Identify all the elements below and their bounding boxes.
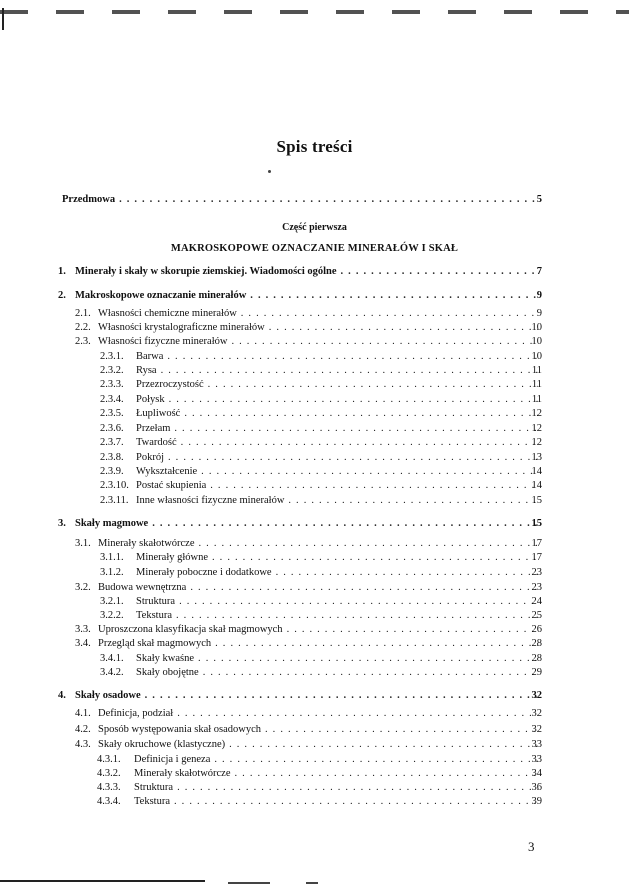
dot-leader — [341, 266, 538, 278]
dot-leader — [214, 754, 538, 766]
part-title: MAKROSKOPOWE OZNACZANIE MINERAŁÓW I SKAŁ — [170, 243, 459, 254]
toc-entry-label: Definicja i geneza — [134, 754, 211, 765]
toc-entry — [100, 437, 542, 449]
toc-entry-page: 36 — [531, 782, 542, 793]
dot-leader — [176, 610, 538, 622]
toc-entry-page: 5 — [536, 194, 542, 205]
toc-entry-label: Skały obojętne — [136, 667, 199, 678]
toc-entry-page: 10 — [531, 351, 542, 362]
toc-entry-number: 4.3. — [75, 739, 91, 750]
dot-leader — [208, 379, 538, 391]
toc-entry-page: 33 — [531, 739, 542, 750]
toc-entry-label: Postać skupienia — [136, 480, 207, 491]
toc-entry-page: 39 — [531, 796, 542, 807]
toc-entry — [100, 667, 542, 679]
toc-entry-page: 17 — [531, 552, 542, 563]
toc-entry-label: Tekstura — [136, 610, 173, 621]
dot-leader — [169, 394, 538, 406]
toc-entry — [100, 596, 542, 608]
toc-entry-label: Skały magmowe — [75, 518, 149, 529]
toc-entry-number: 2.3.2. — [100, 365, 124, 376]
toc-entry — [100, 480, 542, 492]
toc-entry-number: 4.3.4. — [97, 796, 121, 807]
toc-entry — [75, 624, 542, 636]
toc-entry-label: Struktura — [134, 782, 174, 793]
toc-entry — [100, 653, 542, 665]
dot-leader — [161, 365, 538, 377]
toc-entry-label: Twardość — [136, 437, 177, 448]
toc-entry-number: 2.3. — [75, 336, 91, 347]
toc-entry-page: 29 — [531, 667, 542, 678]
toc-entry-number: 3.2. — [75, 582, 91, 593]
toc-entry-page: 24 — [531, 596, 542, 607]
toc-entry-page: 10 — [531, 322, 542, 333]
toc-entry-label: Struktura — [136, 596, 176, 607]
toc-entry — [100, 567, 542, 579]
toc-entry — [100, 423, 542, 435]
dot-leader — [184, 408, 538, 420]
toc-entry — [100, 379, 542, 391]
toc-entry-label: Minerały poboczne i dodatkowe — [136, 567, 272, 578]
toc-entry — [75, 708, 542, 720]
toc-entry-number: 2.3.6. — [100, 423, 124, 434]
toc-entry-page: 12 — [531, 408, 542, 419]
toc-entry — [75, 739, 542, 751]
dot-leader — [215, 638, 538, 650]
toc-entry-page: 32 — [531, 708, 542, 719]
toc-entry-page: 32 — [531, 724, 542, 735]
toc-entry-label: Przezroczystość — [136, 379, 204, 390]
toc-entry-number: 4.3.1. — [97, 754, 121, 765]
toc-entry-label: Budowa wewnętrzna — [98, 582, 187, 593]
toc-entry — [97, 768, 542, 780]
toc-entry-number: 4.3.3. — [97, 782, 121, 793]
dot-leader — [276, 567, 538, 579]
toc-entry-page: 9 — [536, 290, 542, 301]
toc-entry — [58, 518, 542, 530]
toc-entry-page: 34 — [531, 768, 542, 779]
toc-entry-page: 9 — [536, 308, 542, 319]
toc-entry-page: 11 — [531, 394, 542, 405]
toc-entry-page: 12 — [531, 437, 542, 448]
toc-entry-page: 17 — [531, 538, 542, 549]
dot-leader — [231, 336, 538, 348]
dot-leader — [119, 194, 538, 206]
toc-entry-page: 10 — [531, 336, 542, 347]
dot-leader — [201, 466, 538, 478]
toc-entry-number: 1. — [58, 266, 66, 277]
dot-leader — [198, 653, 538, 665]
toc-entry-page: 11 — [531, 365, 542, 376]
toc-entry-page: 14 — [531, 480, 542, 491]
dot-leader — [174, 796, 538, 808]
dot-leader — [168, 452, 538, 464]
dot-leader — [210, 480, 538, 492]
toc-entry-number: 2.3.10. — [100, 480, 129, 491]
toc-entry-label: Własności chemiczne minerałów — [98, 308, 237, 319]
toc-entry-label: Własności krystalograficzne minerałów — [98, 322, 265, 333]
toc-entry-number: 3.3. — [75, 624, 91, 635]
toc-entry-page: 26 — [531, 624, 542, 635]
toc-entry-number: 3.1.1. — [100, 552, 124, 563]
dot-leader — [241, 308, 538, 320]
toc-entry-label: Rysa — [136, 365, 157, 376]
toc-entry-number: 2.3.7. — [100, 437, 124, 448]
toc-entry-label: Skały kwaśne — [136, 653, 195, 664]
toc-entry-label: Skały osadowe — [75, 690, 141, 701]
toc-entry-number: 2.1. — [75, 308, 91, 319]
toc-entry-number: 3.1.2. — [100, 567, 124, 578]
toc-entry-number: 3.2.2. — [100, 610, 124, 621]
scan-border-bottom — [0, 880, 205, 882]
toc-entry-page: 12 — [531, 423, 542, 434]
dot-leader — [287, 624, 538, 636]
scan-border-top — [0, 10, 629, 14]
toc-entry-label: Przedmowa — [62, 194, 116, 205]
toc-entry — [97, 782, 542, 794]
toc-entry-number: 4. — [58, 690, 66, 701]
scan-dash — [228, 882, 270, 884]
toc-entry-number: 3.4.2. — [100, 667, 124, 678]
toc-entry — [100, 495, 542, 507]
dot-leader — [174, 423, 538, 435]
toc-entry-number: 2.3.1. — [100, 351, 124, 362]
toc-entry-number: 2.3.8. — [100, 452, 124, 463]
toc-entry-page: 11 — [531, 379, 542, 390]
toc-entry-number: 4.2. — [75, 724, 91, 735]
scan-speck — [268, 170, 271, 173]
toc-entry — [75, 308, 542, 320]
toc-entry-page: 23 — [531, 567, 542, 578]
toc-entry — [75, 336, 542, 348]
toc-entry-page: 28 — [531, 653, 542, 664]
toc-entry — [100, 408, 542, 420]
dot-leader — [177, 782, 538, 794]
toc-entry-label: Inne własności fizyczne minerałów — [136, 495, 285, 506]
dot-leader — [203, 667, 538, 679]
toc-entry-label: Własności fizyczne minerałów — [98, 336, 228, 347]
toc-entry-page: 28 — [531, 638, 542, 649]
dot-leader — [179, 596, 538, 608]
toc-entry-label: Połysk — [136, 394, 165, 405]
dot-leader — [145, 690, 538, 702]
dot-leader — [288, 495, 538, 507]
toc-entry — [75, 582, 542, 594]
toc-entry-label: Skały okruchowe (klastyczne) — [98, 739, 226, 750]
scan-dash — [306, 882, 318, 884]
toc-entry — [100, 351, 542, 363]
toc-entry — [100, 394, 542, 406]
toc-entry-label: Minerały skałotwórcze — [134, 768, 231, 779]
dot-leader — [199, 538, 538, 550]
toc-entry — [58, 690, 542, 702]
toc-entry-label: Wykształcenie — [136, 466, 198, 477]
toc-entry — [58, 290, 542, 302]
dot-leader — [190, 582, 538, 594]
toc-entry-number: 3. — [58, 518, 66, 529]
toc-entry-number: 4.1. — [75, 708, 91, 719]
dot-leader — [181, 437, 538, 449]
toc-entry-page: 13 — [531, 452, 542, 463]
toc-entry-label: Uproszczona klasyfikacja skał magmowych — [98, 624, 283, 635]
part-subtitle: Część pierwsza — [282, 222, 347, 233]
dot-leader — [212, 552, 538, 564]
toc-entry-label: Przegląd skał magmowych — [98, 638, 212, 649]
toc-entry — [100, 552, 542, 564]
dot-leader — [265, 724, 538, 736]
toc-entry — [75, 638, 542, 650]
toc-entry — [75, 724, 542, 736]
scan-mark-left — [2, 8, 4, 30]
toc-entry-page: 14 — [531, 466, 542, 477]
toc-entry-page: 15 — [531, 518, 542, 529]
toc-entry-label: Sposób występowania skał osadowych — [98, 724, 262, 735]
toc-entry-number: 2.3.4. — [100, 394, 124, 405]
toc-entry-page: 32 — [531, 690, 542, 701]
toc-entry-number: 2.3.9. — [100, 466, 124, 477]
toc-entry — [100, 452, 542, 464]
toc-entry-label: Minerały i skały w skorupie ziemskiej. Wiadomości ogólne — [75, 266, 337, 277]
toc-entry — [100, 610, 542, 622]
toc-entry-number: 2. — [58, 290, 66, 301]
dot-leader — [152, 518, 538, 530]
toc-entry — [100, 365, 542, 377]
toc-entry — [97, 754, 542, 766]
toc-entry-number: 3.1. — [75, 538, 91, 549]
toc-entry-page: 23 — [531, 582, 542, 593]
toc-entry-number: 3.2.1. — [100, 596, 124, 607]
toc-entry-label: Łupliwość — [136, 408, 181, 419]
toc-entry-number: 3.4. — [75, 638, 91, 649]
toc-entry-label: Przełam — [136, 423, 171, 434]
toc-entry-preface — [62, 194, 542, 206]
toc-entry-page: 25 — [531, 610, 542, 621]
dot-leader — [250, 290, 538, 302]
toc-entry — [100, 466, 542, 478]
toc-entry-number: 4.3.2. — [97, 768, 121, 779]
dot-leader — [167, 351, 538, 363]
toc-entry — [58, 266, 542, 278]
toc-entry-label: Minerały główne — [136, 552, 209, 563]
toc-entry-label: Barwa — [136, 351, 164, 362]
dot-leader — [177, 708, 538, 720]
toc-entry-page: 33 — [531, 754, 542, 765]
toc-entry-number: 2.3.11. — [100, 495, 129, 506]
toc-entry — [75, 322, 542, 334]
dot-leader — [235, 768, 538, 780]
toc-entry-label: Pokrój — [136, 452, 165, 463]
toc-entry-number: 2.3.5. — [100, 408, 124, 419]
toc-entry-number: 2.2. — [75, 322, 91, 333]
toc-entry-label: Definicja, podział — [98, 708, 174, 719]
toc-entry-number: 3.4.1. — [100, 653, 124, 664]
page-title: Spis treści — [276, 137, 353, 156]
page-number: 3 — [528, 839, 535, 854]
dot-leader — [269, 322, 538, 334]
toc-entry-page: 15 — [531, 495, 542, 506]
toc-entry-label: Minerały skałotwórcze — [98, 538, 195, 549]
toc-entry-label: Makroskopowe oznaczanie minerałów — [75, 290, 247, 301]
toc-entry-number: 2.3.3. — [100, 379, 124, 390]
toc-entry-page: 7 — [536, 266, 542, 277]
toc-entry — [75, 538, 542, 550]
toc-entry-label: Tekstura — [134, 796, 171, 807]
dot-leader — [229, 739, 538, 751]
toc-entry — [97, 796, 542, 808]
